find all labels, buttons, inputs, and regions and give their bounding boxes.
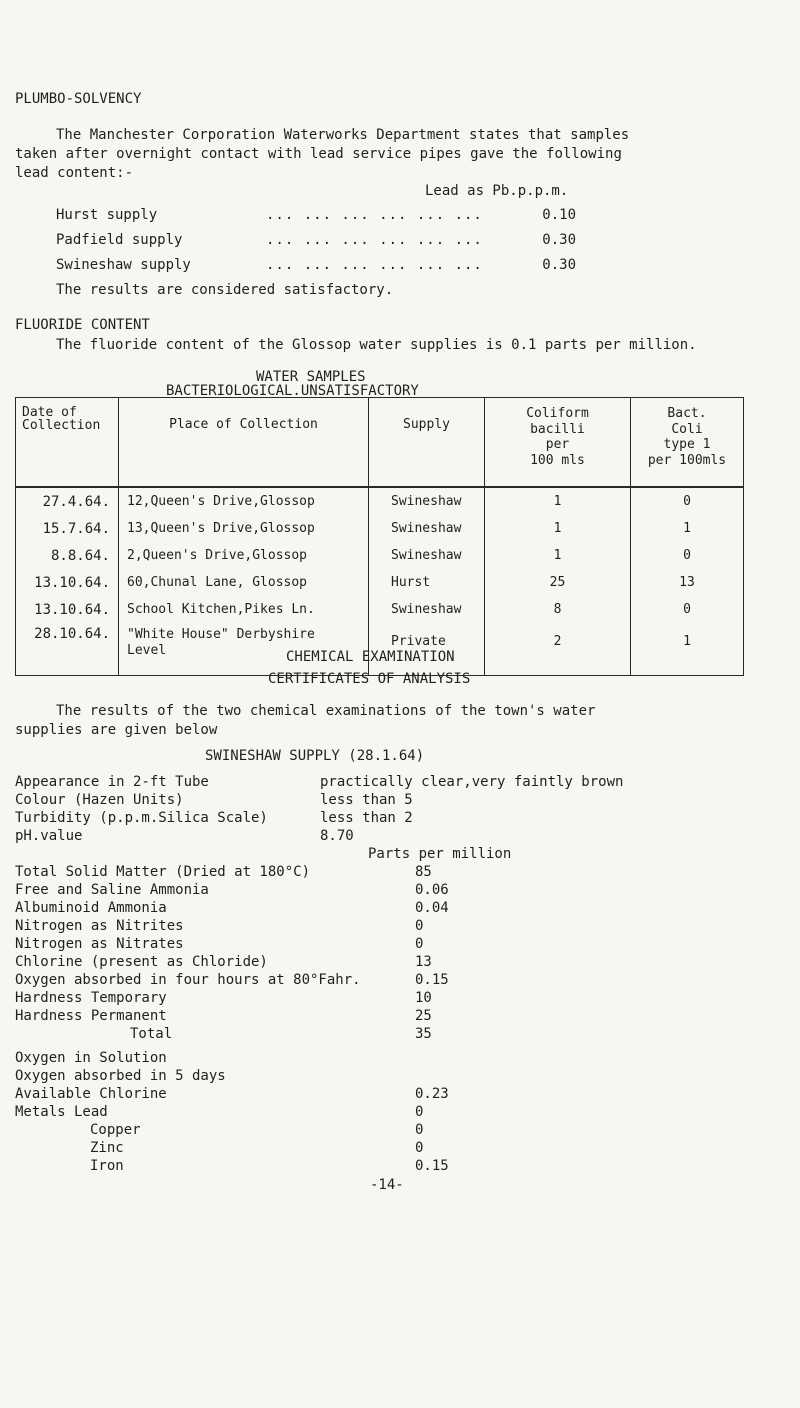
result-label: Hardness Temporary (15, 990, 167, 1006)
cell-coliform: 25 (485, 569, 631, 596)
lead-row-swineshaw (56, 258, 576, 276)
ph-value: 8.70 (320, 828, 354, 844)
result-value: 10 (415, 990, 432, 1006)
result-value: 0.15 (415, 1158, 449, 1174)
result-label: Hardness Permanent (15, 1008, 167, 1024)
fluoride-heading: FLUORIDE CONTENT (15, 317, 150, 333)
colour-value: less than 5 (320, 792, 413, 808)
cell-coliform: 1 (485, 542, 631, 569)
chemical-intro-line-2: supplies are given below (15, 722, 218, 738)
cell-place: 60,Chunal Lane, Glossop (119, 569, 369, 596)
lead-row-name: Padfield supply (56, 232, 183, 248)
cell-bact: 1 (631, 623, 744, 676)
header-coliform (485, 398, 631, 488)
cell-supply: Swineshaw (369, 515, 485, 542)
table-row (16, 487, 744, 515)
result-value: 13 (415, 954, 432, 970)
ppm-header: Parts per million (368, 846, 512, 862)
cell-coliform: 2 (485, 623, 631, 676)
result-label: Total (130, 1026, 173, 1042)
result-label: Free and Saline Ammonia (15, 882, 209, 898)
result-value: 25 (415, 1008, 432, 1024)
result-value: 85 (415, 864, 432, 880)
cell-bact: 1 (631, 515, 744, 542)
result-label: Oxygen absorbed in four hours at 80°Fahr. (15, 972, 361, 988)
result-value: 0.15 (415, 972, 449, 988)
leader-dots: ... ... ... ... ... ... (266, 207, 483, 223)
table-row (16, 569, 744, 596)
cell-place: 13,Queen's Drive,Glossop (119, 515, 369, 542)
result-label: Metals Lead (15, 1104, 108, 1120)
lead-row-hurst (56, 208, 576, 226)
cell-bact: 13 (631, 569, 744, 596)
fluoride-text: The fluoride content of the Glossop water supplies is 0.1 parts per million. (56, 337, 697, 353)
table-row (16, 596, 744, 623)
result-label: Iron (90, 1158, 124, 1174)
header-coliform-line: 100 mls (530, 452, 585, 468)
chemical-title: CHEMICAL EXAMINATION (286, 649, 455, 665)
lead-row-value: 0.30 (542, 257, 576, 273)
result-value: 0 (415, 1122, 424, 1138)
header-bact-line: per 100mls (647, 452, 727, 468)
result-label: Zinc (90, 1140, 124, 1156)
plumbo-intro-line-2: taken after overnight contact with lead service pipes gave the following (15, 146, 622, 162)
result-label: Available Chlorine (15, 1086, 167, 1102)
lead-row-value: 0.30 (542, 232, 576, 248)
supply-heading: SWINESHAW SUPPLY (28.1.64) (205, 748, 425, 764)
header-coliform-line: per (545, 437, 570, 453)
result-value: 0 (415, 1140, 424, 1156)
header-bact-line: Bact. (667, 406, 707, 421)
cell-supply: Swineshaw (369, 487, 485, 515)
lead-row-value: 0.10 (542, 207, 576, 223)
appearance-label: Appearance in 2-ft Tube (15, 774, 209, 790)
result-label: Chlorine (present as Chloride) (15, 954, 268, 970)
result-label: Copper (90, 1122, 141, 1138)
chemical-intro-line-1: The results of the two chemical examinations of the town's water (56, 703, 596, 719)
table-row (16, 542, 744, 569)
appearance-value: practically clear,very faintly brown (320, 774, 624, 790)
cell-date: 15.7.64. (16, 515, 119, 542)
cell-supply: Swineshaw (369, 542, 485, 569)
table-header-row (16, 398, 744, 488)
result-label: Oxygen in Solution (15, 1050, 167, 1066)
cell-date: 27.4.64. (16, 487, 119, 515)
lead-unit-header: Lead as Pb.p.p.m. (425, 183, 569, 199)
cell-coliform: 1 (485, 515, 631, 542)
cell-bact: 0 (631, 542, 744, 569)
result-value: 0 (415, 918, 424, 934)
cell-place: 2,Queen's Drive,Glossop (119, 542, 369, 569)
turbidity-label: Turbidity (p.p.m.Silica Scale) (15, 810, 268, 826)
cell-supply: Private (369, 623, 485, 676)
header-coliform-line: Coliform (526, 406, 589, 421)
cell-date: 28.10.64. (16, 623, 119, 676)
header-date-line: Date of (22, 405, 77, 420)
lead-row-padfield (56, 233, 576, 251)
result-value: 0.04 (415, 900, 449, 916)
water-samples-title: WATER SAMPLES (256, 369, 366, 385)
cell-supply: Swineshaw (369, 596, 485, 623)
header-bact-line: Coli (671, 421, 703, 437)
plumbo-intro-line-1: The Manchester Corporation Waterworks Department states that samples (56, 127, 630, 143)
table-row (16, 515, 744, 542)
cell-place: 12,Queen's Drive,Glossop (119, 487, 369, 515)
result-label: Oxygen absorbed in 5 days (15, 1068, 226, 1084)
lead-row-name: Hurst supply (56, 207, 158, 223)
leader-dots: ... ... ... ... ... ... (266, 232, 483, 248)
bacteriological-table (15, 397, 744, 676)
header-place: Place of Collection (119, 398, 369, 488)
header-bact-line: type 1 (663, 437, 711, 453)
result-value: 0 (415, 936, 424, 952)
cell-date: 13.10.64. (16, 569, 119, 596)
water-samples-subtitle: BACTERIOLOGICAL.UNSATISFACTORY (166, 383, 419, 399)
result-value: 0.23 (415, 1086, 449, 1102)
cell-place: School Kitchen,Pikes Ln. (119, 596, 369, 623)
plumbo-conclusion: The results are considered satisfactory. (56, 282, 394, 298)
chemical-subtitle: CERTIFICATES OF ANALYSIS (268, 671, 471, 687)
cell-bact: 0 (631, 596, 744, 623)
result-label: Nitrogen as Nitrates (15, 936, 184, 952)
result-label: Total Solid Matter (Dried at 180°C) (15, 864, 311, 880)
turbidity-value: less than 2 (320, 810, 413, 826)
cell-supply: Hurst (369, 569, 485, 596)
page-number: -14- (370, 1177, 404, 1193)
header-date-line: Collection (22, 418, 101, 433)
result-label: Albuminoid Ammonia (15, 900, 167, 916)
header-date (16, 398, 119, 488)
leader-dots: ... ... ... ... ... ... (266, 257, 483, 273)
result-value: 0.06 (415, 882, 449, 898)
lead-row-name: Swineshaw supply (56, 257, 191, 273)
cell-date: 8.8.64. (16, 542, 119, 569)
header-supply: Supply (369, 398, 485, 488)
colour-label: Colour (Hazen Units) (15, 792, 184, 808)
result-label: Nitrogen as Nitrites (15, 918, 184, 934)
cell-place: "White House" Derbyshire Level (119, 623, 369, 676)
plumbo-heading: PLUMBO-SOLVENCY (15, 91, 142, 107)
cell-coliform: 8 (485, 596, 631, 623)
plumbo-intro-line-3: lead content:- (15, 165, 134, 181)
result-value: 0 (415, 1104, 424, 1120)
cell-coliform: 1 (485, 487, 631, 515)
header-bact-coli (631, 398, 744, 488)
cell-bact: 0 (631, 487, 744, 515)
header-coliform-line: bacilli (530, 421, 585, 437)
result-value: 35 (415, 1026, 432, 1042)
cell-date: 13.10.64. (16, 596, 119, 623)
ph-label: pH.value (15, 828, 83, 844)
